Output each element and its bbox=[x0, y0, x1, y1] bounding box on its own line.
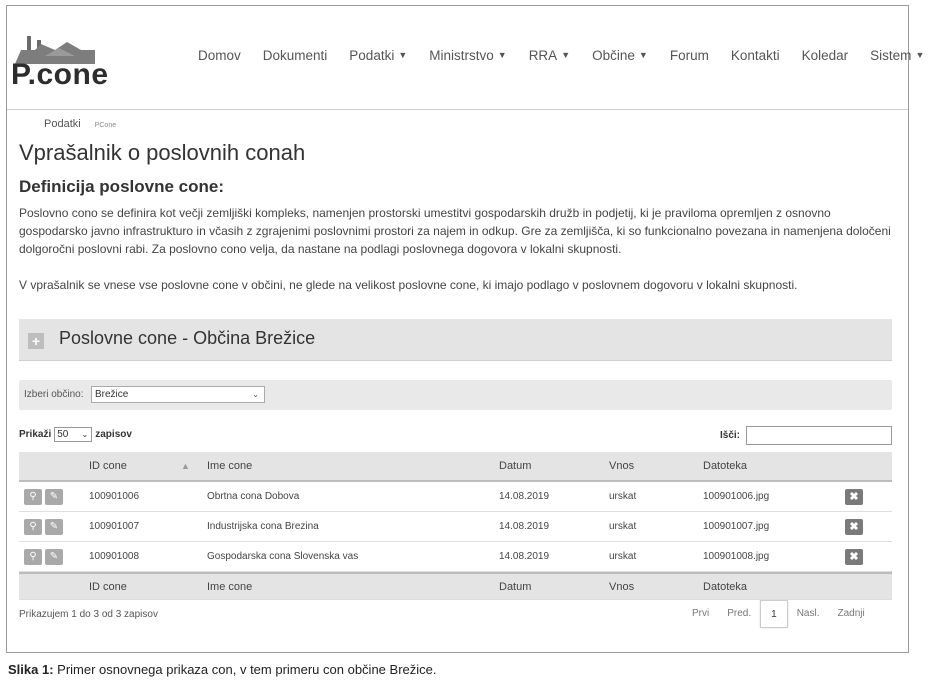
cell-name: Gospodarska cona Slovenska vas bbox=[207, 551, 359, 562]
table-footer-row bbox=[19, 572, 892, 600]
caret-down-icon: ▼ bbox=[497, 50, 507, 60]
breadcrumb-current: PCone bbox=[94, 122, 117, 129]
main-nav bbox=[187, 48, 935, 63]
delete-x-icon[interactable]: ✖ bbox=[845, 489, 863, 505]
delete-x-icon[interactable]: ✖ bbox=[845, 549, 863, 565]
column-footer-vnos: Vnos bbox=[609, 580, 635, 593]
edit-pencil-icon[interactable]: ✎ bbox=[45, 489, 63, 505]
edit-pencil-icon[interactable]: ✎ bbox=[45, 549, 63, 565]
nav-item-5[interactable] bbox=[581, 48, 659, 63]
municipality-select[interactable] bbox=[91, 386, 265, 403]
nav-item-label: Kontakti bbox=[730, 48, 780, 63]
pagination bbox=[683, 600, 874, 628]
column-header-vnos[interactable]: Vnos bbox=[609, 460, 635, 472]
table-row bbox=[19, 482, 892, 512]
cell-date: 14.08.2019 bbox=[499, 521, 550, 532]
cell-id: 100901006 bbox=[89, 491, 140, 502]
page-length-value: 50 bbox=[57, 429, 69, 440]
logo[interactable] bbox=[11, 34, 121, 96]
nav-item-label: Občine bbox=[592, 48, 635, 63]
column-header-file[interactable]: Datoteka bbox=[703, 460, 748, 472]
show-suffix: zapisov bbox=[95, 429, 132, 440]
view-search-icon[interactable]: ⚲ bbox=[24, 489, 42, 505]
chevron-down-icon: ⌄ bbox=[252, 390, 259, 399]
nav-item-2[interactable] bbox=[338, 48, 418, 63]
nav-item-label: Forum bbox=[669, 48, 709, 63]
expand-plus-icon[interactable]: + bbox=[28, 333, 44, 349]
nav-item-label: RRA bbox=[528, 48, 558, 63]
table-row bbox=[19, 542, 892, 572]
edit-pencil-icon[interactable]: ✎ bbox=[45, 519, 63, 535]
cell-date: 14.08.2019 bbox=[499, 491, 550, 502]
table-row bbox=[19, 512, 892, 542]
pager-next[interactable]: Nasl. bbox=[796, 608, 820, 619]
navbar bbox=[7, 6, 925, 110]
page-length-select[interactable] bbox=[54, 427, 92, 442]
table-header-row bbox=[19, 452, 892, 482]
definition-paragraph: Poslovno cono se definira kot večji zemljiški kompleks, namenjen prostorski umestitvi gospodarskih družb in podjetij, ki je praviloma opremljen z osnovno gospodarsko javno infrastrukturo in včasih z zgrajenimi poslovnimi prostori za najem in odkup. Gre za zemljišča, ki so funkcionalno povezana in namenjena določeni dolgoročni poslovni rabi. Za poslovno cono velja, da nastane na podlagi poslovnega dogovora v lokalni skupnosti. bbox=[19, 206, 891, 256]
figure-caption bbox=[8, 662, 436, 677]
filter-label: Izberi občino: bbox=[24, 389, 84, 400]
column-header-id[interactable]: ID cone bbox=[89, 460, 127, 472]
nav-item-1[interactable] bbox=[252, 48, 339, 63]
nav-item-4[interactable] bbox=[518, 48, 581, 63]
column-header-name[interactable]: Ime cone bbox=[207, 460, 253, 472]
instruction-paragraph: V vprašalnik se vnese vse poslovne cone v občini, ne glede na velikost poslovne cone, ki imajo podlago v poslovnem dogovoru v lokalni skupnosti. bbox=[19, 278, 798, 292]
row-actions bbox=[24, 482, 63, 511]
show-prefix: Prikaži bbox=[19, 429, 52, 440]
nav-item-label: Sistem bbox=[870, 48, 912, 63]
row-delete bbox=[845, 542, 863, 571]
page-title: Vprašalnik o poslovnih conah bbox=[19, 140, 306, 165]
nav-item-9[interactable] bbox=[859, 48, 935, 63]
cell-file[interactable]: 100901008.jpg bbox=[703, 551, 770, 562]
breadcrumb bbox=[44, 118, 116, 130]
nav-item-0[interactable] bbox=[187, 48, 252, 63]
panel-title[interactable]: Poslovne cone - Občina Brežice bbox=[59, 328, 316, 348]
view-search-icon[interactable]: ⚲ bbox=[24, 549, 42, 565]
search-label: Išči: bbox=[720, 430, 741, 441]
pager-current-page[interactable]: 1 bbox=[760, 600, 788, 628]
cell-name: Obrtna cona Dobova bbox=[207, 491, 300, 502]
cell-id: 100901008 bbox=[89, 551, 140, 562]
chevron-down-icon: ⌄ bbox=[81, 430, 89, 439]
pager-first[interactable]: Prvi bbox=[692, 608, 710, 619]
nav-item-3[interactable] bbox=[418, 48, 517, 63]
logo-text: P.cone bbox=[11, 58, 109, 91]
column-footer-id: ID cone bbox=[89, 580, 127, 593]
section-title: Definicija poslovne cone: bbox=[19, 177, 224, 196]
cell-vnos: urskat bbox=[609, 551, 637, 562]
nav-item-6[interactable] bbox=[659, 48, 720, 63]
caret-down-icon: ▼ bbox=[915, 50, 925, 60]
breadcrumb-parent[interactable]: Podatki bbox=[44, 118, 81, 130]
row-delete bbox=[845, 482, 863, 511]
caption-text: Primer osnovnega prikaza con, v tem primeru con občine Brežice. bbox=[53, 662, 437, 677]
view-search-icon[interactable]: ⚲ bbox=[24, 519, 42, 535]
cell-vnos: urskat bbox=[609, 491, 637, 502]
pager-last[interactable]: Zadnji bbox=[837, 608, 865, 619]
cell-name: Industrijska cona Brezina bbox=[207, 521, 319, 532]
screenshot-frame bbox=[6, 5, 925, 653]
table-info: Prikazujem 1 do 3 od 3 zapisov bbox=[19, 609, 158, 620]
column-footer-file: Datoteka bbox=[703, 580, 748, 593]
table-search bbox=[720, 426, 892, 445]
caret-down-icon: ▼ bbox=[561, 50, 571, 60]
row-delete bbox=[845, 512, 863, 541]
column-header-date[interactable]: Datum bbox=[499, 460, 532, 472]
municipality-select-value: Brežice bbox=[95, 389, 129, 400]
nav-item-7[interactable] bbox=[720, 48, 791, 63]
business-zones-panel bbox=[19, 319, 892, 361]
nav-item-8[interactable] bbox=[791, 48, 860, 63]
cell-date: 14.08.2019 bbox=[499, 551, 550, 562]
table-body bbox=[19, 482, 892, 572]
cell-id: 100901007 bbox=[89, 521, 140, 532]
cell-file[interactable]: 100901006.jpg bbox=[703, 491, 770, 502]
row-actions bbox=[24, 542, 63, 571]
row-actions bbox=[24, 512, 63, 541]
nav-item-label: Koledar bbox=[801, 48, 849, 63]
pager-prev[interactable]: Pred. bbox=[727, 608, 752, 619]
nav-item-label: Dokumenti bbox=[262, 48, 328, 63]
sort-asc-icon: ▲ bbox=[181, 461, 190, 471]
search-input[interactable] bbox=[746, 426, 892, 445]
nav-item-label: Ministrstvo bbox=[429, 48, 494, 63]
caption-label: Slika 1: bbox=[8, 662, 54, 677]
zones-table bbox=[19, 452, 892, 600]
nav-item-label: Podatki bbox=[349, 48, 395, 63]
delete-x-icon[interactable]: ✖ bbox=[845, 519, 863, 535]
cell-vnos: urskat bbox=[609, 521, 637, 532]
column-footer-date: Datum bbox=[499, 580, 532, 593]
cell-file[interactable]: 100901007.jpg bbox=[703, 521, 770, 532]
column-footer-name: Ime cone bbox=[207, 580, 253, 593]
caret-down-icon: ▼ bbox=[398, 50, 408, 60]
caret-down-icon: ▼ bbox=[638, 50, 648, 60]
page-length-control bbox=[19, 427, 132, 442]
municipality-filter bbox=[19, 380, 892, 410]
nav-item-label: Domov bbox=[198, 48, 241, 63]
